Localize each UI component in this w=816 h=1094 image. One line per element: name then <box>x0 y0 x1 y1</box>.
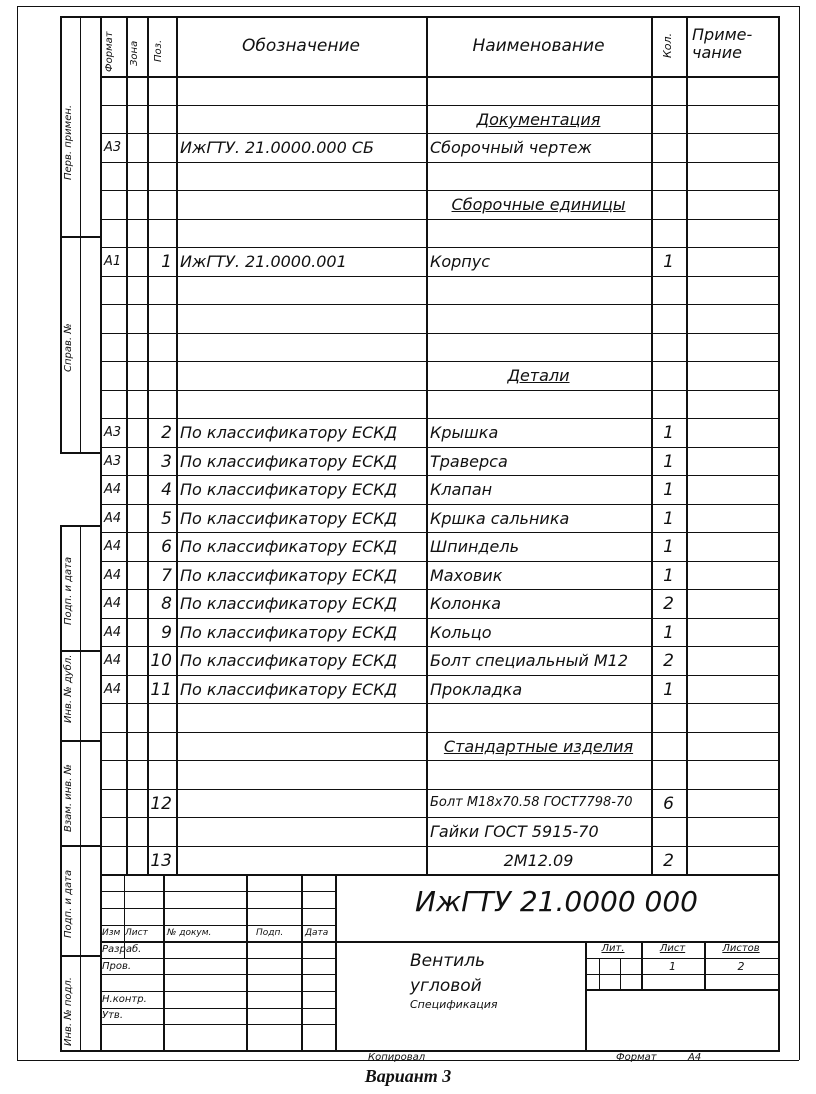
row-designation: По классификатору ЕСКД <box>180 452 398 471</box>
section-title: Документация <box>476 110 601 129</box>
row-pos: 13 <box>150 851 172 871</box>
title-block-row-line <box>100 925 335 926</box>
tb-designation: ИжГТУ 21.0000 000 <box>415 885 698 918</box>
title-block-col-list <box>163 874 165 1050</box>
column-divider <box>126 16 128 874</box>
table-row-line <box>100 504 778 505</box>
title-block-row-line <box>100 891 335 892</box>
table-row-line <box>100 760 778 761</box>
header-note: Приме-чание <box>692 25 753 62</box>
table-row-line <box>100 304 778 305</box>
row-qty: 2 <box>663 851 674 871</box>
column-divider <box>147 16 149 874</box>
table-row-line <box>100 618 778 619</box>
header-name: Наименование <box>472 36 605 56</box>
column-divider <box>651 16 653 874</box>
tb-format-value: А4 <box>688 1052 702 1063</box>
row-name: Траверса <box>430 452 508 471</box>
row-name: Маховик <box>430 566 503 585</box>
title-block-row-line <box>100 958 335 959</box>
table-row-line <box>100 703 778 704</box>
row-designation: По классификатору ЕСКД <box>180 651 398 670</box>
table-row-line <box>100 589 778 590</box>
side-strip-inner-bottom <box>80 525 81 1050</box>
header-bottom-line <box>100 76 778 78</box>
header-zone: Зона <box>129 40 140 66</box>
row-pos: 11 <box>150 680 172 700</box>
header-format: Формат <box>104 31 115 72</box>
tb-list-value: 1 <box>669 960 676 973</box>
row-designation: По классификатору ЕСКД <box>180 594 398 613</box>
row-qty: 1 <box>663 252 674 272</box>
side-label-sprav-no: Справ. № <box>63 323 74 372</box>
row-format: А4 <box>104 568 122 583</box>
row-name: Корпус <box>430 252 491 271</box>
table-row-line <box>100 846 778 847</box>
row-name: Болт специальный М12 <box>430 651 628 670</box>
table-row-line <box>100 646 778 647</box>
frame-right <box>778 16 780 1052</box>
title-block-row-line <box>100 991 335 992</box>
table-row-line <box>100 475 778 476</box>
row-designation: ИжГТУ. 21.0000.001 <box>180 252 347 271</box>
row-pos: 6 <box>161 537 172 557</box>
row-designation: По классификатору ЕСКД <box>180 509 398 528</box>
variant-caption: Вариант 3 <box>364 1066 452 1086</box>
row-pos: 10 <box>150 651 172 671</box>
table-row-line <box>100 276 778 277</box>
table-row-line <box>100 133 778 134</box>
row-qty: 1 <box>663 537 674 557</box>
title-block-row-line <box>100 1008 335 1009</box>
table-row-line <box>100 219 778 220</box>
row-qty: 6 <box>663 794 674 814</box>
title-block-row-line <box>100 974 335 975</box>
table-row-line <box>100 105 778 106</box>
row-name: Прокладка <box>430 680 523 699</box>
row-pos: 3 <box>161 452 172 472</box>
row-name: Кольцо <box>430 623 492 642</box>
side-label-perv-primen: Перв. примен. <box>63 104 74 180</box>
row-name: Клапан <box>430 480 493 499</box>
sheet-frame-left <box>17 6 18 1060</box>
tb-nkontr: Н.контр. <box>102 994 147 1005</box>
row-qty: 1 <box>663 423 674 443</box>
title-block-lit-line <box>585 958 778 959</box>
row-format: А3 <box>104 140 122 155</box>
row-pos: 2 <box>161 423 172 443</box>
sheet-frame-right <box>799 6 800 1060</box>
table-row-line <box>100 162 778 163</box>
row-format: А4 <box>104 653 122 668</box>
row-format: А3 <box>104 425 122 440</box>
tb-listov-value: 2 <box>737 960 745 973</box>
tb-listov-label: Листов <box>722 943 760 954</box>
title-block-lit-sub-2 <box>620 958 621 989</box>
side-label-inv-dubl: Инв. № дубл. <box>63 654 74 723</box>
tb-doc: № докум. <box>167 928 212 938</box>
row-format: А4 <box>104 682 122 697</box>
title-block-main-divider <box>335 941 778 943</box>
title-block-top <box>100 874 778 876</box>
row-name: Шпиндель <box>430 537 519 556</box>
row-designation: ИжГТУ. 21.0000.000 СБ <box>180 138 375 157</box>
tb-doc-type: Спецификация <box>410 998 498 1011</box>
tb-kopiroval: Копировал <box>368 1052 426 1063</box>
tb-lit: Лит. <box>601 943 625 954</box>
side-label-podp-data-2: Подп. и дата <box>63 869 74 938</box>
row-name: 2М12.09 <box>503 851 574 870</box>
row-pos: 7 <box>161 566 172 586</box>
row-qty: 1 <box>663 623 674 643</box>
title-block-row-line <box>100 941 335 943</box>
row-qty: 2 <box>663 594 674 614</box>
side-strip-top-left <box>60 16 62 452</box>
row-designation: По классификатору ЕСКД <box>180 480 398 499</box>
row-name: Гайки ГОСТ 5915-70 <box>430 822 599 841</box>
row-designation: По классификатору ЕСКД <box>180 680 398 699</box>
column-divider <box>426 16 428 874</box>
side-label-vzam-inv: Взам. инв. № <box>63 764 74 832</box>
row-qty: 1 <box>663 452 674 472</box>
section-title: Стандартные изделия <box>443 737 634 756</box>
row-name: Сборочный чертеж <box>430 138 592 157</box>
row-pos: 9 <box>161 623 172 643</box>
row-designation: По классификатору ЕСКД <box>180 623 398 642</box>
row-pos: 12 <box>150 794 172 814</box>
frame-left <box>100 16 102 1050</box>
row-qty: 1 <box>663 680 674 700</box>
tb-prov: Пров. <box>102 961 132 972</box>
row-pos: 1 <box>161 252 172 272</box>
section-title: Детали <box>507 366 570 385</box>
header-pos: Поз. <box>153 39 164 62</box>
side-label-podp-data-1: Подп. и дата <box>63 556 74 625</box>
tb-razrab: Разраб. <box>102 944 142 955</box>
table-row-line <box>100 361 778 362</box>
title-block-lit-sub-1 <box>599 958 600 989</box>
table-row-line <box>100 447 778 448</box>
title-block-row-line <box>100 908 335 909</box>
tb-title-line-1: Вентиль <box>410 951 486 971</box>
row-format: А4 <box>104 596 122 611</box>
row-qty: 1 <box>663 509 674 529</box>
sheet-frame-top <box>17 6 799 7</box>
side-label-inv-podl: Инв. № подл. <box>63 977 74 1046</box>
row-name: Кршка сальника <box>430 509 570 528</box>
tb-list: Лист <box>125 928 148 938</box>
row-qty: 1 <box>663 566 674 586</box>
tb-utv: Утв. <box>102 1010 123 1021</box>
frame-bottom <box>100 1050 778 1052</box>
title-block-col-doc <box>246 874 248 1050</box>
side-strip-bottom-cap <box>60 1050 100 1052</box>
row-format: А3 <box>104 454 122 469</box>
tb-format-label: Формат <box>616 1052 657 1063</box>
row-format: А4 <box>104 482 122 497</box>
table-row-line <box>100 390 778 391</box>
table-row-line <box>100 190 778 191</box>
frame-top <box>100 16 778 18</box>
row-name: Крышка <box>430 423 499 442</box>
side-strip-inner-top <box>80 16 81 452</box>
title-block-lit-line-2 <box>585 974 778 975</box>
tb-izm: Изм <box>102 928 121 938</box>
table-row-line <box>100 561 778 562</box>
header-qty: Кол. <box>661 32 674 58</box>
tb-podp: Подп. <box>256 928 284 938</box>
row-pos: 8 <box>161 594 172 614</box>
table-row-line <box>100 418 778 419</box>
row-pos: 4 <box>161 480 172 500</box>
section-title: Сборочные единицы <box>451 195 626 214</box>
table-row-line <box>100 732 778 733</box>
table-row-line <box>100 532 778 533</box>
table-row-line <box>100 247 778 248</box>
table-row-line <box>100 817 778 818</box>
row-designation: По классификатору ЕСКД <box>180 566 398 585</box>
header-designation: Обозначение <box>242 36 360 56</box>
row-pos: 5 <box>161 509 172 529</box>
row-format: А4 <box>104 539 122 554</box>
row-name: Болт М18х70.58 ГОСТ7798-70 <box>430 795 633 810</box>
table-row-line <box>100 675 778 676</box>
row-format: А4 <box>104 511 122 526</box>
row-format: А4 <box>104 625 122 640</box>
tb-date: Дата <box>305 928 329 938</box>
side-strip-bottom-left <box>60 525 62 1050</box>
tb-list-label: Лист <box>659 943 686 954</box>
title-block-col-podp <box>301 874 303 1050</box>
row-qty: 2 <box>663 651 674 671</box>
side-strip-divider-2 <box>60 452 100 454</box>
title-block-lit-bottom <box>585 989 778 991</box>
row-designation: По классификатору ЕСКД <box>180 423 398 442</box>
row-name: Колонка <box>430 594 502 613</box>
row-qty: 1 <box>663 480 674 500</box>
tb-title-line-2: угловой <box>410 976 482 996</box>
title-block-row-line <box>100 1024 335 1025</box>
row-designation: По классификатору ЕСКД <box>180 537 398 556</box>
row-format: А1 <box>104 254 122 269</box>
column-divider <box>686 16 688 874</box>
table-row-line <box>100 333 778 334</box>
column-divider <box>176 16 178 874</box>
table-row-line <box>100 789 778 790</box>
